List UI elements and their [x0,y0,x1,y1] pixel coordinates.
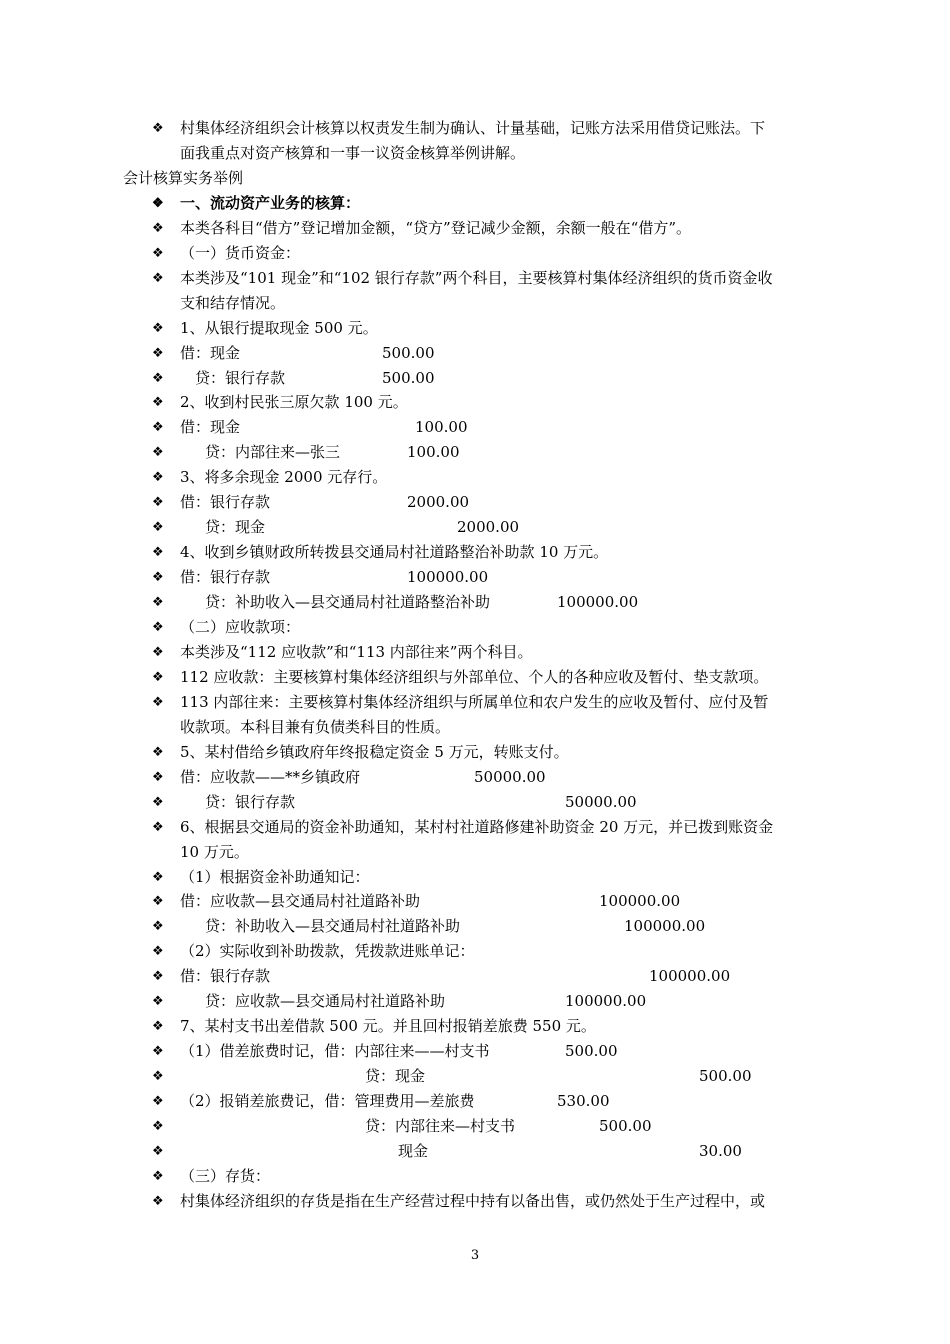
line-text: 会计核算实务举例 [123,168,244,187]
text-line [0,690,950,715]
bullet-icon: ❖ [152,1143,164,1159]
line-text: （三）存货： [180,1166,271,1185]
line-text: 借：现金 [180,343,241,362]
text-line [0,964,950,989]
text-line [0,989,950,1014]
bullet-icon: ❖ [152,1019,164,1035]
bullet-icon: ❖ [152,545,164,561]
text-line [0,440,950,465]
amount-text: 2000.00 [407,493,470,512]
text-line [0,1089,950,1114]
bullet-icon: ❖ [152,1094,164,1110]
amount-text: 530.00 [557,1092,610,1111]
line-text: （1）根据资金补助通知记： [180,867,370,886]
line-text: 贷：内部往来—张三 [205,443,341,462]
amount-text: 500.00 [382,343,435,362]
bullet-icon: ❖ [152,445,164,461]
line-text: 借：银行存款 [180,967,271,986]
text-line [0,615,950,640]
text-line [0,665,950,690]
line-text: 贷：补助收入—县交通局村社道路补助 [205,917,461,936]
amount-text: 30.00 [699,1141,742,1160]
text-line [0,590,950,615]
text-line [0,914,950,939]
line-text: 2、收到村民张三原欠款 100 元。 [180,393,408,412]
text-line [0,366,950,391]
bullet-icon: ❖ [152,669,164,685]
text-line [0,465,950,490]
amount-text: 100000.00 [649,967,731,986]
bullet-icon: ❖ [152,744,164,760]
text-line [0,166,950,191]
line-text: （2）实际收到补助拨款，凭拨款进账单记： [180,942,475,961]
amount-text: 100000.00 [557,593,639,612]
line-text: 借：应收款—县交通局村社道路补助 [180,892,421,911]
amount-text: 500.00 [382,368,435,387]
text-line [0,116,950,141]
amount-text: 100000.00 [624,917,706,936]
amount-text: 500.00 [699,1067,752,1086]
bullet-icon: ❖ [152,570,164,586]
text-line [0,291,950,316]
line-text: 本类涉及“112 应收款”和“113 内部往来”两个科目。 [180,642,533,661]
text-line [0,815,950,840]
line-text: 借：现金 [180,418,241,437]
bullet-icon: ❖ [152,370,164,386]
bullet-icon: ❖ [152,1168,164,1184]
text-line [0,865,950,890]
text-line [0,266,950,291]
line-text: 贷：内部往来—村支书 [365,1117,516,1135]
text-line [0,1039,950,1064]
amount-text: 100.00 [415,418,468,437]
text-line [0,765,950,790]
bullet-icon: ❖ [152,894,164,910]
bullet-icon: ❖ [152,595,164,611]
bullet-icon: ❖ [152,345,164,361]
text-line [0,141,950,166]
line-text: 贷：现金 [365,1067,426,1086]
text-line [0,490,950,515]
line-text: 1、从银行提取现金 500 元。 [180,318,378,337]
text-line [0,840,950,865]
bullet-icon: ❖ [152,969,164,985]
bullet-icon: ❖ [152,420,164,436]
bullet-icon: ❖ [152,1044,164,1060]
amount-text: 100000.00 [599,892,681,911]
page-number: 3 [470,1248,480,1263]
bullet-icon: ❖ [152,994,164,1010]
text-line [0,1064,950,1089]
bullet-icon: ❖ [152,320,164,336]
amount-text: 500.00 [565,1042,618,1061]
line-text: 收款项。本科目兼有负债类科目的性质。 [180,717,451,736]
line-text: 村集体经济组织会计核算以权责发生制为确认、计量基础，记账方法采用借贷记账法。下 [180,119,766,137]
amount-text: 2000.00 [457,518,520,537]
text-line [0,316,950,341]
bullet-icon: ❖ [152,245,164,261]
text-line [0,1014,950,1039]
bullet-icon: ❖ [152,769,164,785]
line-text: 6、根据县交通局的资金补助通知，某村村社道路修建补助资金 20 万元，并已拨到账资金 [180,817,774,836]
amount-text: 50000.00 [474,767,546,786]
text-line [0,1164,950,1189]
bullet-icon: ❖ [152,644,164,660]
line-text: 村集体经济组织的存货是指在生产经营过程中持有以备出售，或仍然处于生产过程中，或 [180,1191,766,1210]
line-text: 面我重点对资产核算和一事一议资金核算举例讲解。 [180,143,526,162]
text-line [0,1114,950,1139]
text-line [0,390,950,415]
line-text: 112 应收款：主要核算村集体经济组织与外部单位、个人的各种应收及暂付、垫支款项。 [180,667,769,686]
text-line [0,341,950,366]
line-text: 借：银行存款 [180,568,271,587]
text-line [0,241,950,266]
line-text: （二）应收款项： [180,618,301,636]
line-text: 本类涉及“101 现金”和“102 银行存款”两个科目，主要核算村集体经济组织的货币资金收 [180,268,773,287]
line-text: 113 内部往来：主要核算村集体经济组织与所属单位和农户发生的应收及暂付、应付及暂 [180,692,769,711]
bullet-icon: ❖ [152,220,164,236]
bullet-icon: ❖ [152,495,164,511]
text-line [0,715,950,740]
line-text: 3、将多余现金 2000 元存行。 [180,468,388,487]
line-text: 借：银行存款 [180,493,271,512]
text-line [0,415,950,440]
bullet-icon: ❖ [152,470,164,486]
text-line [0,191,950,216]
bullet-icon: ❖ [152,1119,164,1134]
amount-text: 500.00 [599,1117,652,1135]
bullet-icon: ❖ [152,1193,164,1209]
line-text: 一、流动资产业务的核算： [180,193,361,212]
line-text: 本类各科目“借方”登记增加金额，“贷方”登记减少金额，余额一般在“借方”。 [180,218,692,237]
text-line [0,540,950,565]
text-line [0,515,950,540]
text-line [0,216,950,241]
line-text: 贷：补助收入—县交通局村社道路整治补助 [205,593,491,612]
text-line [0,565,950,590]
line-text: 借：应收款——**乡镇政府 [180,767,361,786]
line-text: 贷：现金 [205,518,266,537]
line-text: （1）借差旅费时记，借：内部往来——村支书 [180,1042,490,1061]
bullet-icon: ❖ [152,944,164,960]
bullet-icon: ❖ [152,270,164,286]
bullet-icon: ❖ [152,919,164,935]
text-line [0,740,950,765]
line-text: 支和结存情况。 [180,293,286,312]
text-line [0,1139,950,1164]
line-text: （一）货币资金： [180,243,301,262]
bullet-icon: ❖ [152,195,164,211]
bullet-icon: ❖ [152,620,164,635]
text-line [0,640,950,665]
line-text: 4、收到乡镇财政所转拨县交通局村社道路整治补助款 10 万元。 [180,543,609,562]
line-text: 现金 [398,1141,429,1160]
line-text: （2）报销差旅费记，借：管理费用—差旅费 [180,1092,475,1111]
bullet-icon: ❖ [152,395,164,411]
bullet-icon: ❖ [152,520,164,536]
amount-text: 50000.00 [565,792,637,811]
line-text: 贷：银行存款 [195,368,286,387]
amount-text: 100.00 [407,443,460,462]
amount-text: 100000.00 [407,568,489,587]
text-line [0,939,950,964]
bullet-icon: ❖ [152,794,164,810]
bullet-icon: ❖ [152,121,164,136]
text-line [0,889,950,914]
bullet-icon: ❖ [152,869,164,885]
line-text: 贷：银行存款 [205,792,296,811]
text-line [0,1189,950,1214]
line-text: 贷：应收款—县交通局村社道路补助 [205,992,446,1011]
line-text: 5、某村借给乡镇政府年终报稳定资金 5 万元，转账支付。 [180,742,569,761]
line-text: 10 万元。 [180,842,249,861]
text-line [0,790,950,815]
line-text: 7、某村支书出差借款 500 元。并且回村报销差旅费 550 元。 [180,1017,596,1036]
bullet-icon: ❖ [152,819,164,835]
amount-text: 100000.00 [565,992,647,1011]
bullet-icon: ❖ [152,694,164,710]
bullet-icon: ❖ [152,1069,164,1085]
